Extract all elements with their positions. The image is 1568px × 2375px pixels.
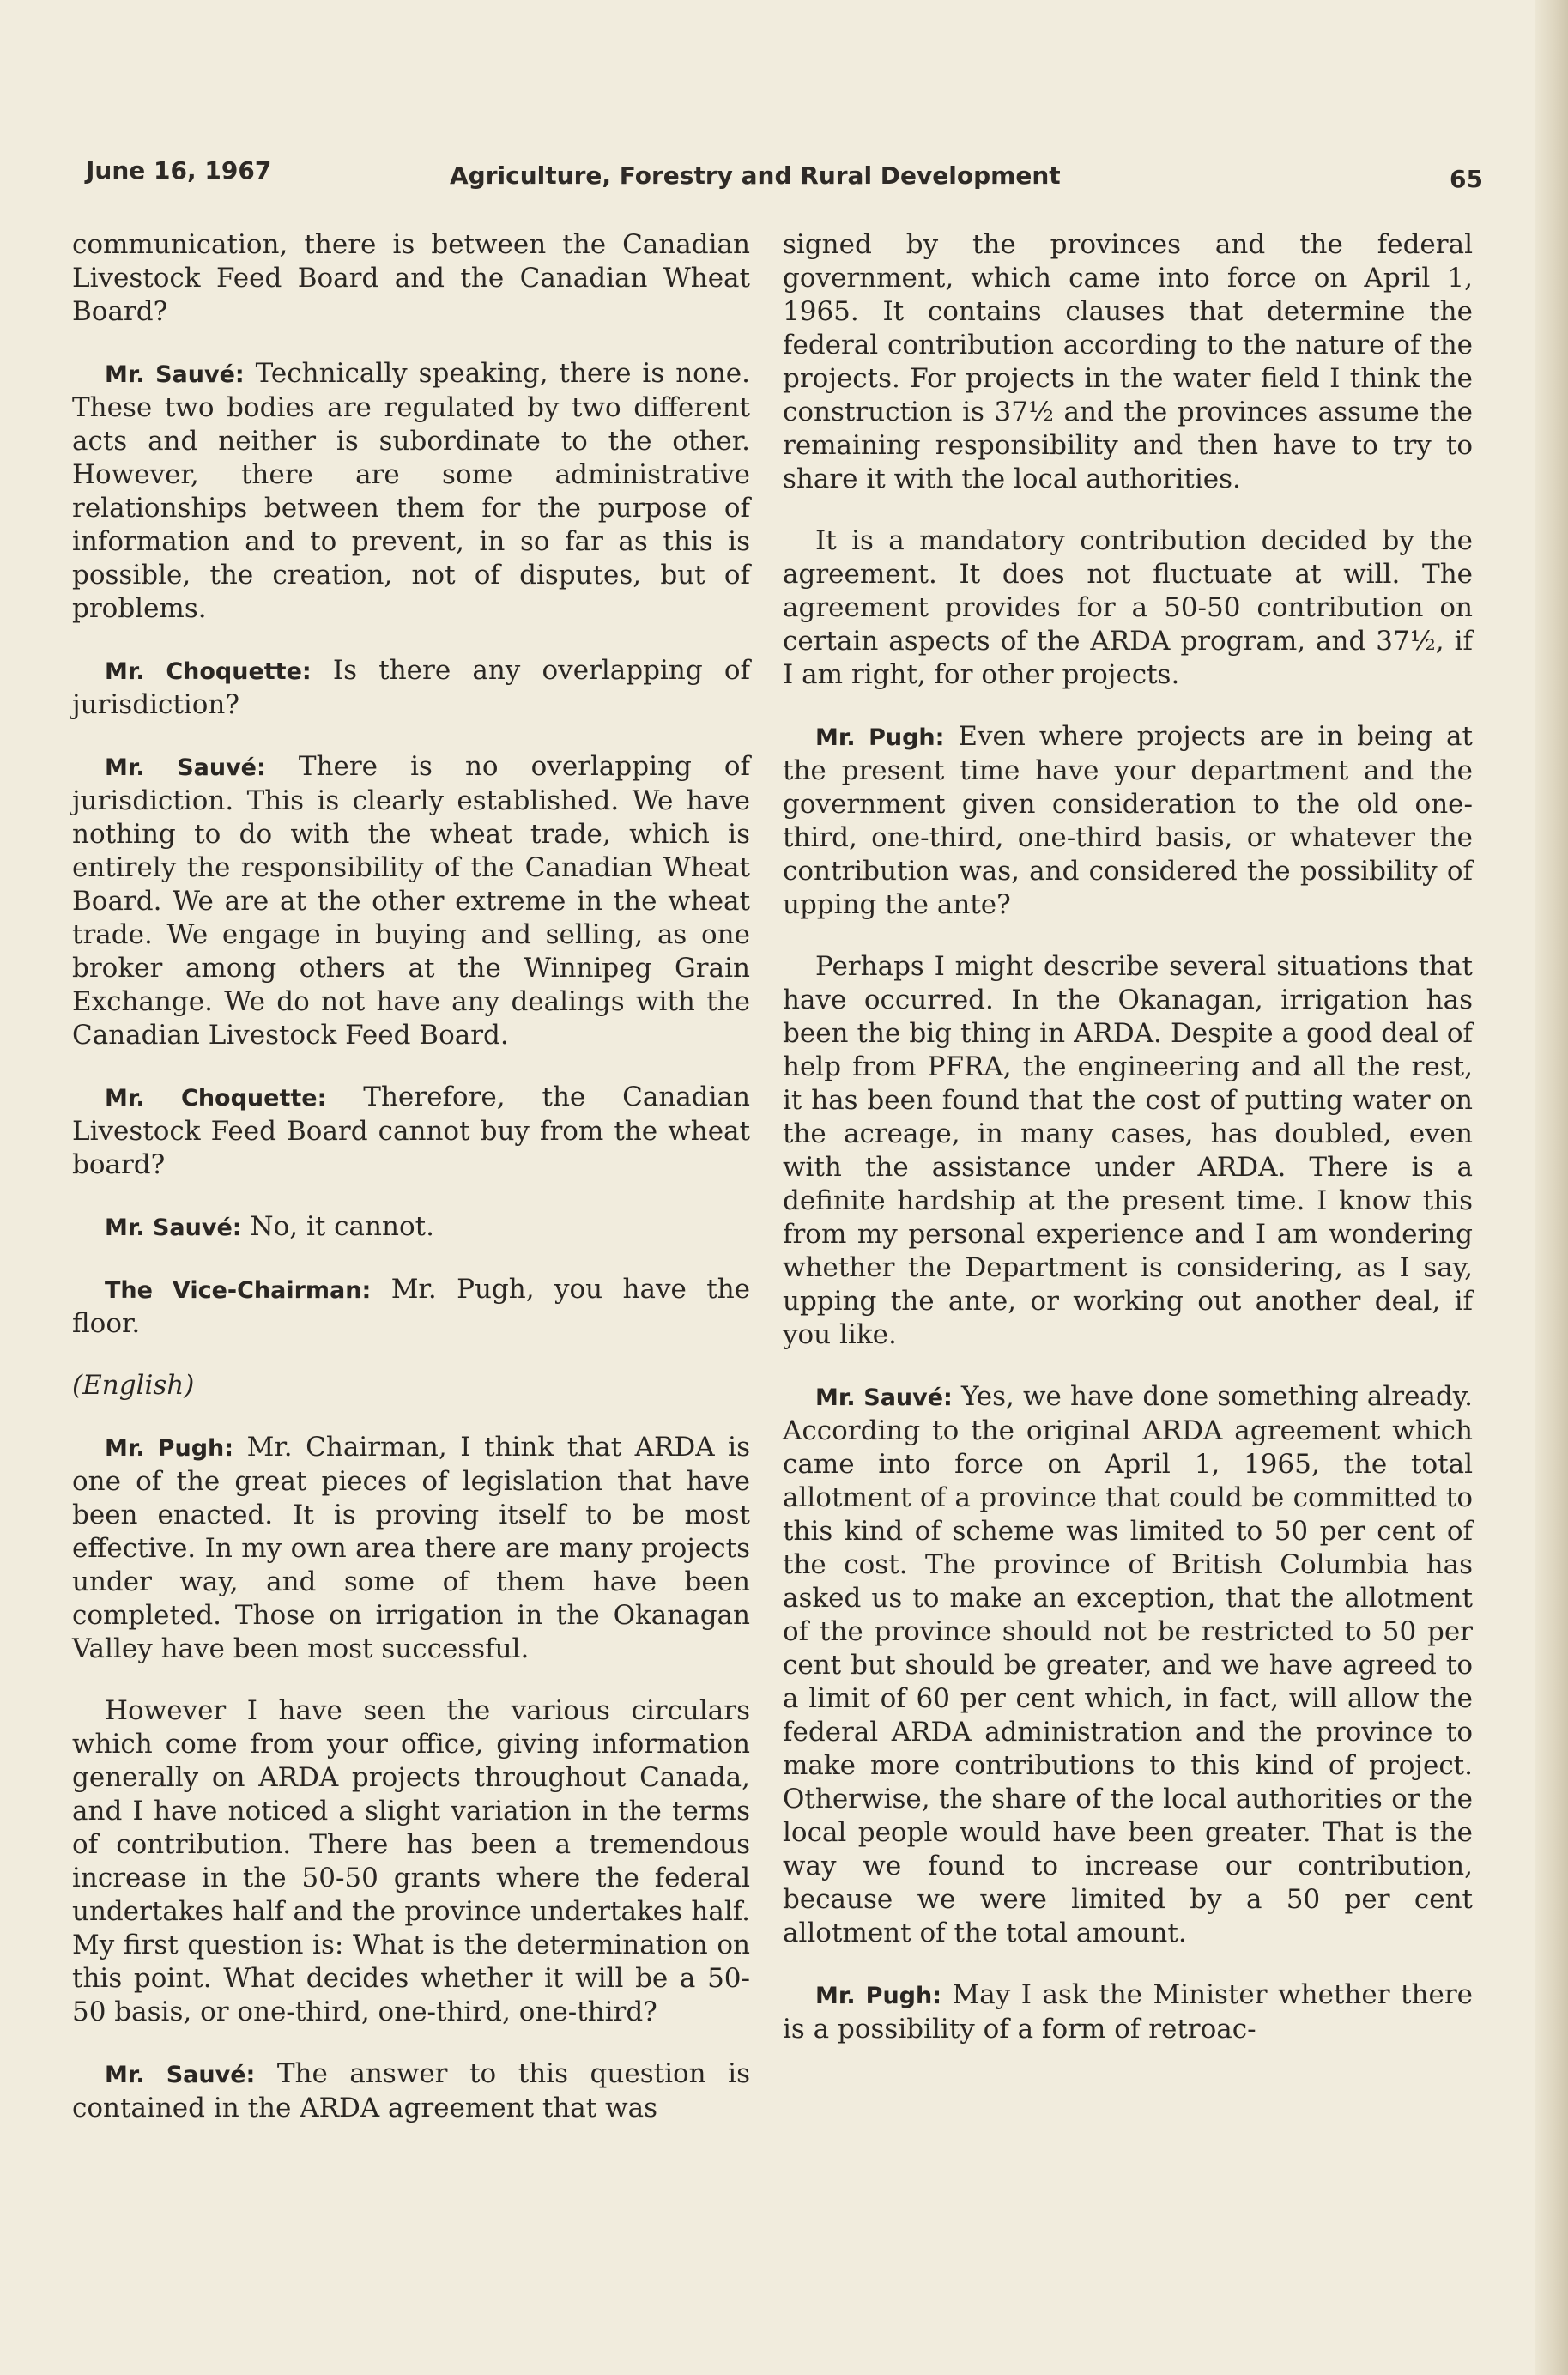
speaker-name: Mr. Choquette:: [105, 658, 312, 685]
paragraph: However I have seen the various circulars which come from your office, giving information generally on ARDA projects throughout Canada, and I have noticed a slight variation in the terms of contribution. There has been a tremendous increase in the 50-50 grants where the federal undertakes half and the province undertakes half. My first question is: What is the determination on this point. What decides whether it will be a 50-50 basis, or one-third, one-third, one-third?: [72, 1695, 750, 2027]
paragraph: Mr. Sauvé: There is no overlapping of jurisdiction. This is clearly established. We have nothing to do with the wheat trade, which is entirely the responsibility of the Canadian Wheat Board. We are at the other extreme in the wheat trade. We engage in buying and selling, as one broker among others at the Winnipeg Grain Exchange. We do not have any dealings with the Canadian Livestock Feed Board.: [72, 751, 750, 1051]
language-note: (English): [72, 1370, 195, 1401]
speaker-name: Mr. Sauvé:: [815, 1384, 953, 1411]
paragraph: communication, there is between the Canadian Livestock Feed Board and the Canadian Wheat Board?: [72, 229, 750, 327]
speaker-name: Mr. Sauvé:: [105, 754, 266, 781]
header-title: Agriculture, Forestry and Rural Development: [450, 161, 1061, 190]
speaker-name: Mr. Pugh:: [815, 724, 945, 751]
page-edge: [1535, 0, 1568, 2375]
speaker-name: Mr. Sauvé:: [105, 1215, 242, 1241]
paragraph: Mr. Sauvé: Technically speaking, there is none. These two bodies are regulated by two different acts and neither is subordinate to the other. However, there are some administrative relationships between them for the purpose of information and to prevent, in so far as this is possible, the creation, not of disputes, but of problems.: [72, 358, 750, 624]
paragraph: Mr. Pugh: Even where projects are in being at the present time have your department and the government given consideration to the old one-third, one-third, one-third basis, or whatever the contribution was, and considered the possibility of upping the ante?: [783, 721, 1473, 920]
paragraph: Mr. Pugh: May I ask the Minister whether there is a possibility of a form of retroac-: [783, 1979, 1473, 2045]
paragraph: Mr. Sauvé: Yes, we have done something already. According to the original ARDA agreement which came into force on April 1, 1965, the total allotment of a province that could be committed to this kind of scheme was limited to 50 per cent of the cost. The province of British Columbia has asked us to make an exception, that the allotment of the province should not be restricted to 50 per cent but should be greater, and we have agreed to a limit of 60 per cent which, in fact, will allow the federal ARDA administration and the province to make more contributions to this kind of project. Otherwise, the share of the local authorities or the local people would have been greater. That is the way we found to increase our contribution, because we were limited by a 50 per cent allotment of the total amount.: [783, 1381, 1474, 1948]
running-header: [86, 156, 1483, 199]
paragraph: Mr. Sauvé: The answer to this question is contained in the ARDA agreement that was: [72, 2058, 750, 2124]
paragraph: Mr. Pugh: Mr. Chairman, I think that ARDA is one of the great pieces of legislation that have been enacted. It is proving itself to be most effective. In my own area there are many projects under way, and some of them have been completed. Those on irrigation in the Okanagan Valley have been most successful.: [72, 1432, 750, 1664]
speaker-name: Mr. Sauvé:: [105, 2062, 256, 2088]
speaker-name: Mr. Pugh:: [815, 1983, 942, 2009]
page-number: 65: [1450, 165, 1483, 193]
paragraph: Mr. Choquette: Is there any overlapping of jurisdiction?: [72, 655, 750, 720]
paragraph: The Vice-Chairman: Mr. Pugh, you have the floor.: [72, 1274, 751, 1339]
speaker-name: The Vice-Chairman:: [105, 1277, 372, 1304]
speaker-name: Mr. Sauvé:: [105, 361, 245, 388]
paragraph: signed by the provinces and the federal government, which came into force on April 1, 1965. It contains clauses that determine the federal contribution according to the nature of the projects. For projects in the water field I think the construction is 37½ and the provinces assume the remaining responsibility and then have to try to share it with the local authorities.: [783, 229, 1473, 494]
right-column: [783, 228, 1473, 2075]
paragraph: Perhaps I might describe several situations that have occurred. In the Okanagan, irrigation has been the big thing in ARDA. Despite a good deal of help from PFRA, the engineering and all the rest, it has been found that the cost of putting water on the acreage, in many cases, has doubled, even with the assistance under ARDA. There is a definite hardship at the present time. I know this from my personal experience and I am wondering whether the Department is considering, as I say, upping the ante, or working out another deal, if you like.: [783, 951, 1473, 1350]
left-column: [72, 228, 750, 2154]
paragraph: Mr. Choquette: Therefore, the Canadian Livestock Feed Board cannot buy from the wheat board?: [72, 1081, 750, 1180]
header-date: June 16, 1967: [86, 156, 272, 185]
speaker-name: Mr. Choquette:: [105, 1085, 327, 1112]
paragraph: It is a mandatory contribution decided by the agreement. It does not fluctuate at will. The agreement provides for a 50-50 contribution on certain aspects of the ARDA program, and 37½, if I am right, for other projects.: [783, 525, 1473, 690]
speaker-name: Mr. Pugh:: [105, 1435, 234, 1462]
paragraph: Mr. Sauvé: No, it cannot.: [105, 1211, 434, 1242]
